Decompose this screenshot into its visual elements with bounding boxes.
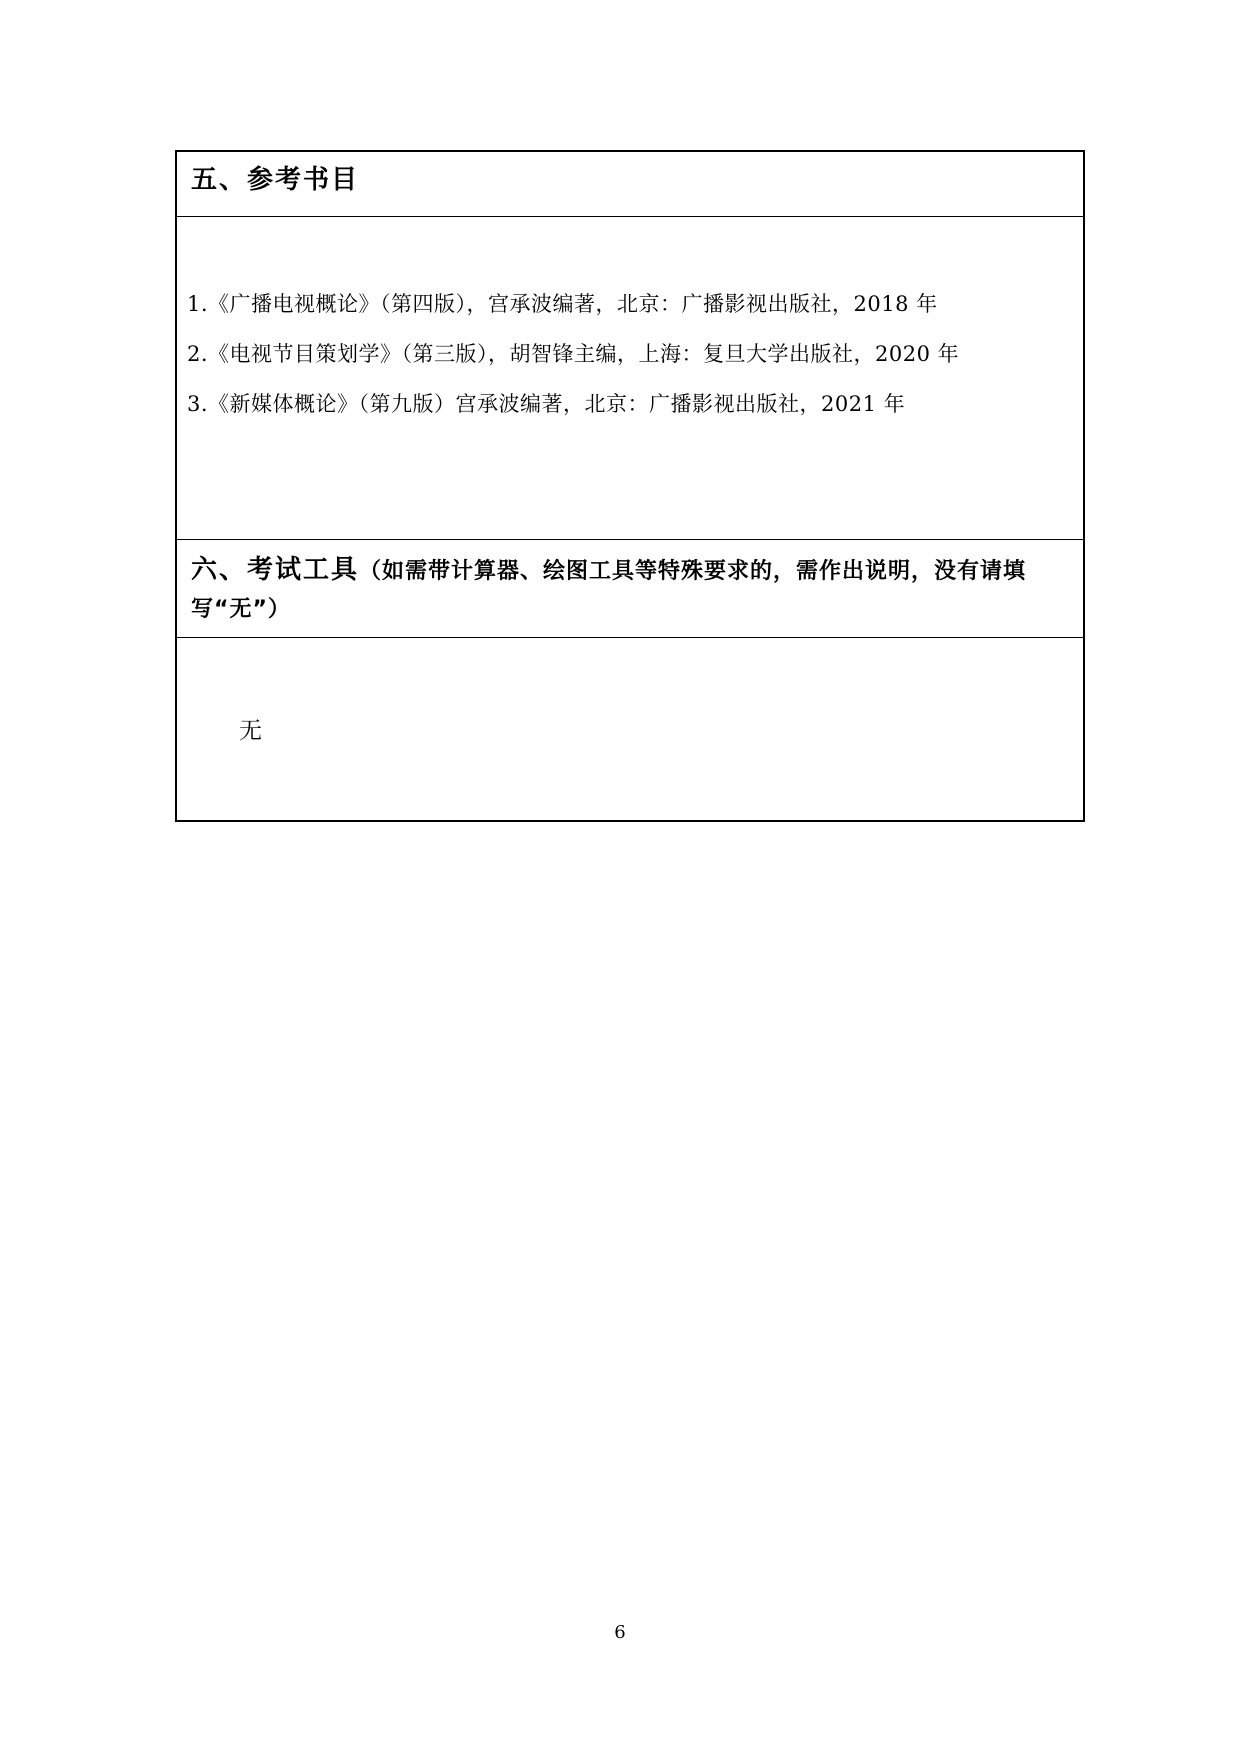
exam-tools-header xyxy=(177,539,1083,637)
exam-tools-content xyxy=(177,637,1083,820)
references-title: 五、参考书目 xyxy=(191,165,360,195)
reference-item-1: 1.《广播电视概论》（第四版），宫承波编著，北京：广播影视出版社，2018 年 xyxy=(187,292,938,316)
reference-item-2: 2.《电视节目策划学》（第三版），胡智锋主编，上海：复旦大学出版社，2020 年 xyxy=(187,342,960,366)
exam-tools-title: 六、考试工具 xyxy=(191,555,360,585)
exam-tools-value: 无 xyxy=(239,718,262,744)
references-content xyxy=(177,216,1083,539)
page-number: 6 xyxy=(614,1622,626,1643)
exam-tools-note: （如需带计算器、绘图工具等特殊要求的，需作出说明，没有请填写“无”） xyxy=(191,559,1027,622)
form-table xyxy=(175,150,1085,822)
references-header xyxy=(177,152,1083,216)
reference-item-3: 3.《新媒体概论》（第九版）宫承波编著，北京：广播影视出版社，2021 年 xyxy=(187,392,906,416)
exam-tools-heading xyxy=(191,552,1069,628)
